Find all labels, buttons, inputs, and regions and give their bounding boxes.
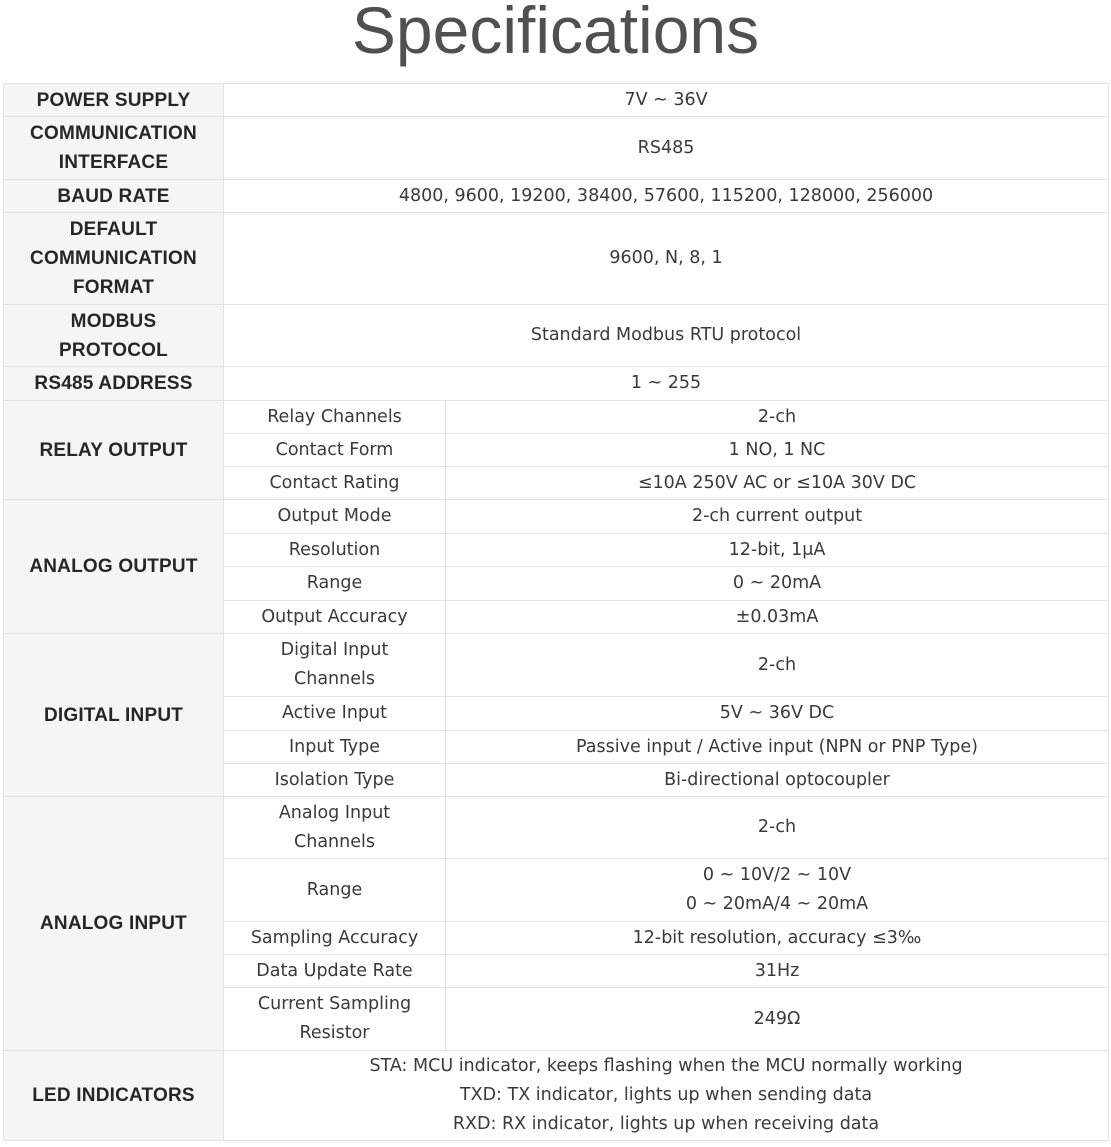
spec-parameter-line: Analog Input	[278, 802, 391, 823]
table-row	[4, 634, 1109, 697]
spec-value: ±0.03mA	[446, 601, 1109, 634]
spec-parameter: Range	[224, 859, 446, 922]
spec-value	[446, 859, 1109, 922]
spec-parameter-line: Channels	[294, 669, 375, 689]
spec-category: LED INDICATORS	[4, 1051, 224, 1141]
table-row	[4, 180, 1109, 213]
spec-value: Bi-directional optocoupler	[446, 764, 1109, 797]
spec-category-line: MODBUS	[70, 310, 157, 332]
table-row	[4, 213, 1109, 305]
spec-parameter: Sampling Accuracy	[224, 922, 446, 955]
spec-category	[4, 117, 224, 180]
spec-value: 9600, N, 8, 1	[224, 213, 1109, 305]
spec-parameter: Data Update Rate	[224, 955, 446, 988]
table-row	[4, 84, 1109, 117]
spec-value: 2-ch	[446, 401, 1109, 434]
spec-category: ANALOG OUTPUT	[4, 500, 224, 634]
spec-category: ANALOG INPUT	[4, 797, 224, 1051]
spec-value-line: 0 ~ 20mA/4 ~ 20mA	[685, 894, 869, 914]
spec-parameter-line: Resistor	[299, 1023, 370, 1043]
spec-value-line: 0 ~ 10V/2 ~ 10V	[702, 865, 852, 885]
spec-category: RS485 ADDRESS	[4, 367, 224, 401]
spec-value	[224, 1051, 1109, 1141]
spec-value: 0 ~ 20mA	[446, 567, 1109, 601]
spec-parameter: Active Input	[224, 697, 446, 731]
spec-parameter	[224, 797, 446, 859]
spec-value: 12-bit resolution, accuracy ≤3‰	[446, 922, 1109, 955]
spec-category-line: FORMAT	[72, 277, 155, 298]
spec-category-line: DEFAULT	[69, 219, 158, 240]
spec-category: POWER SUPPLY	[4, 84, 224, 117]
spec-category-line: COMMUNICATION	[30, 123, 197, 144]
spec-category: BAUD RATE	[4, 180, 224, 213]
spec-category-line: COMMUNICATION	[30, 248, 197, 269]
spec-value: Passive input / Active input (NPN or PNP Type)	[446, 731, 1109, 764]
spec-parameter: Relay Channels	[224, 401, 446, 434]
spec-value: 1 ~ 255	[224, 367, 1109, 401]
spec-value-line: STA: MCU indicator, keeps flashing when the MCU normally working	[369, 1056, 963, 1076]
spec-parameter: Range	[224, 567, 446, 601]
spec-parameter	[224, 988, 446, 1051]
spec-category	[4, 305, 224, 367]
spec-value-line: RXD: RX indicator, lights up when receiving data	[452, 1114, 880, 1134]
spec-parameter: Input Type	[224, 731, 446, 764]
spec-value: 2-ch	[446, 797, 1109, 859]
spec-parameter-line: Current Sampling	[257, 994, 412, 1014]
specifications-table	[3, 83, 1109, 1141]
spec-value: 31Hz	[446, 955, 1109, 988]
spec-parameter-line: Channels	[294, 831, 375, 852]
spec-parameter	[224, 634, 446, 697]
table-row	[4, 117, 1109, 180]
spec-parameter: Contact Form	[224, 434, 446, 467]
spec-value: 1 NO, 1 NC	[446, 434, 1109, 467]
spec-category	[4, 213, 224, 305]
spec-parameter: Isolation Type	[224, 764, 446, 797]
spec-value: 4800, 9600, 19200, 38400, 57600, 115200, 128000, 256000	[224, 180, 1109, 213]
table-row	[4, 797, 1109, 859]
spec-value: 2-ch current output	[446, 500, 1109, 534]
spec-category-line: INTERFACE	[58, 152, 169, 173]
spec-category: DIGITAL INPUT	[4, 634, 224, 797]
spec-category: RELAY OUTPUT	[4, 401, 224, 500]
spec-value: RS485	[224, 117, 1109, 180]
table-row	[4, 500, 1109, 534]
table-row	[4, 367, 1109, 401]
table-row	[4, 1051, 1109, 1141]
spec-category-line: PROTOCOL	[59, 339, 168, 361]
spec-value: 5V ~ 36V DC	[446, 697, 1109, 731]
spec-parameter: Output Mode	[224, 500, 446, 534]
spec-parameter: Contact Rating	[224, 467, 446, 500]
spec-parameter: Resolution	[224, 534, 446, 567]
spec-value: 2-ch	[446, 634, 1109, 697]
spec-value: 249Ω	[446, 988, 1109, 1051]
spec-parameter: Output Accuracy	[224, 601, 446, 634]
table-row	[4, 401, 1109, 434]
spec-value: 12-bit, 1μA	[446, 534, 1109, 567]
spec-value: 7V ~ 36V	[224, 84, 1109, 117]
table-row	[4, 305, 1109, 367]
spec-value: ≤10A 250V AC or ≤10A 30V DC	[446, 467, 1109, 500]
spec-parameter-line: Digital Input	[280, 640, 389, 660]
page-title: Specifications	[351, 0, 760, 67]
spec-value: Standard Modbus RTU protocol	[224, 305, 1109, 367]
spec-value-line: TXD: TX indicator, lights up when sending data	[459, 1085, 873, 1105]
